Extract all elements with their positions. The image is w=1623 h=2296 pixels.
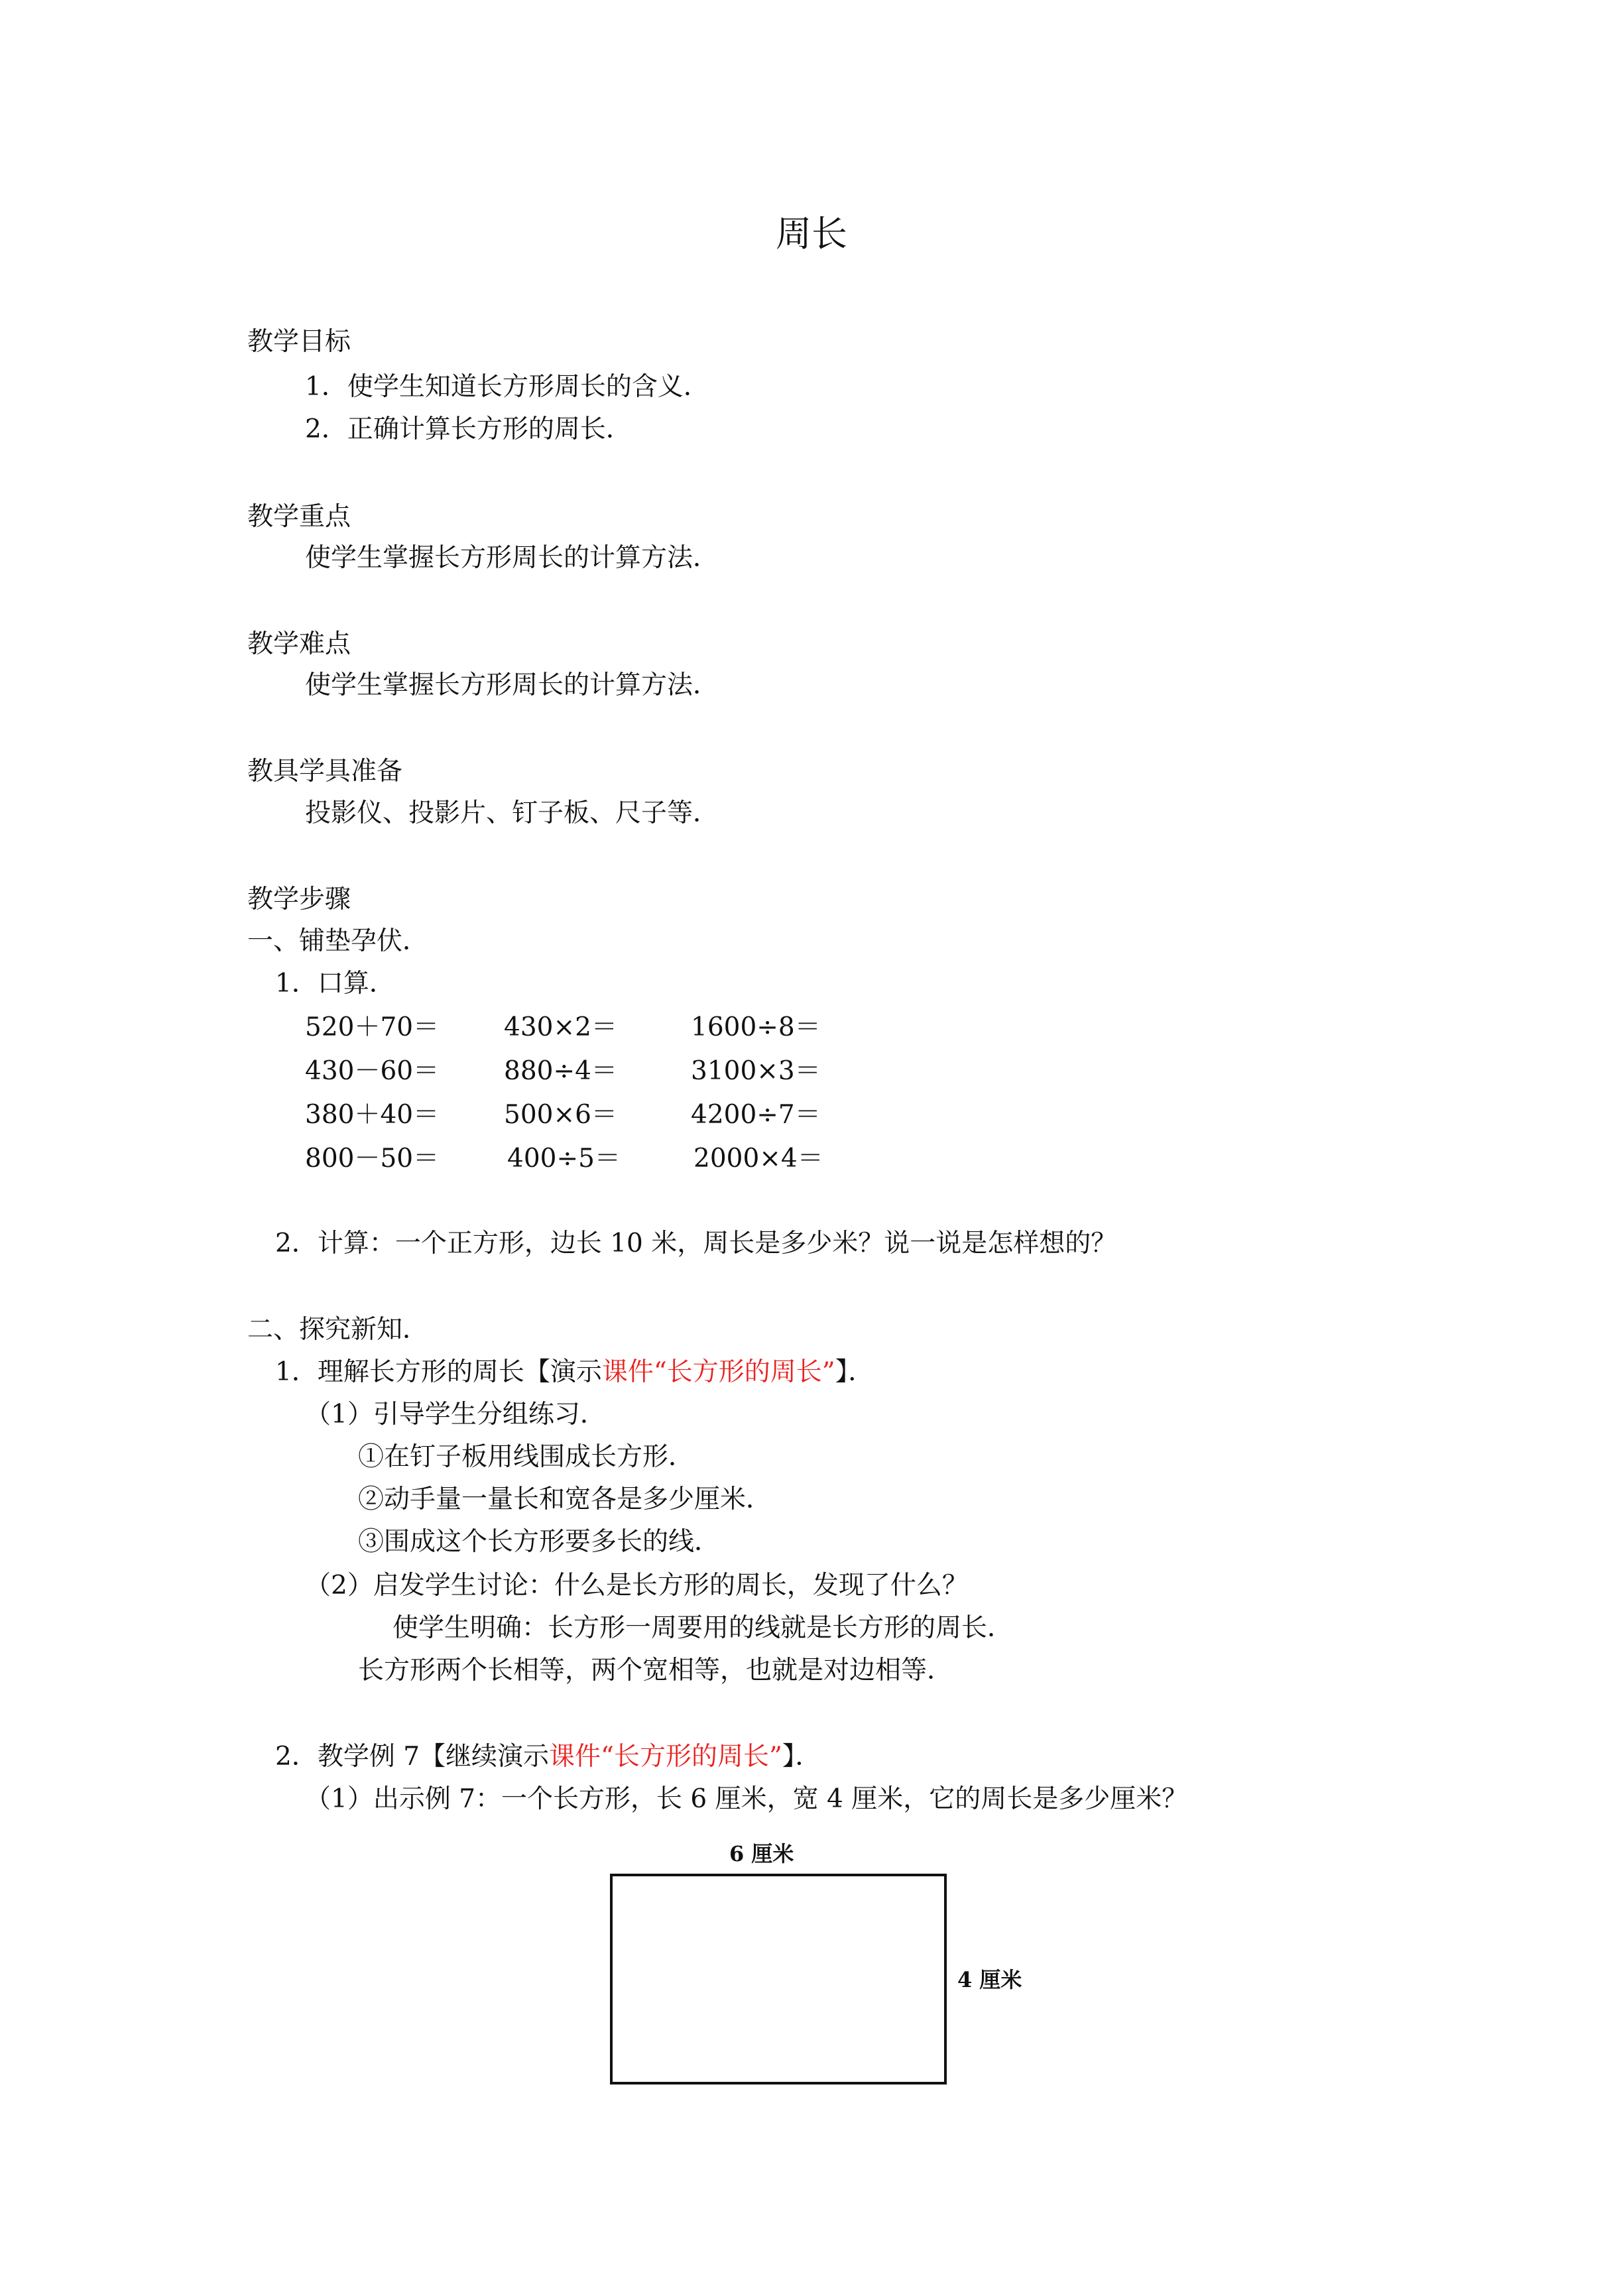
- materials-text: 投影仪、投影片、钉子板、尺子等．: [305, 798, 719, 828]
- key-point-heading: 教学重点: [247, 502, 351, 532]
- oral-cell: 500×6＝: [504, 1100, 617, 1130]
- steps-heading: 教学步骤: [247, 884, 351, 914]
- part2-item1-prefix: 1．理解长方形的周长【演示: [275, 1357, 602, 1387]
- sub2-conclusion-a: 使学生明确：长方形一周要用的线就是长方形的周长．: [392, 1613, 1014, 1643]
- oral-cell: 3100×3＝: [691, 1056, 821, 1086]
- objective-item-2: 2．正确计算长方形的周长．: [305, 414, 632, 444]
- example-7-text: （1）出示例 7：一个长方形，长 6 厘米，宽 4 厘米，它的周长是多少厘米？: [305, 1784, 1188, 1814]
- part1-heading: 一、铺垫孕伏．: [247, 926, 429, 956]
- oral-cell: 1600÷8＝: [691, 1012, 821, 1042]
- key-point-text: 使学生掌握长方形周长的计算方法．: [305, 543, 719, 573]
- oral-cell: 880÷4＝: [504, 1056, 617, 1086]
- oral-cell: 4200÷7＝: [691, 1100, 821, 1130]
- part2-item1-suffix: 】．: [835, 1357, 874, 1387]
- oral-cell: 800－50＝: [305, 1144, 440, 1174]
- part2-item2-suffix: 】．: [782, 1742, 821, 1772]
- sub2-heading: （2）启发学生讨论：什么是长方形的周长，发现了什么？: [305, 1571, 968, 1601]
- oral-cell: 2000×4＝: [693, 1144, 823, 1174]
- sub1-item: ①在钉子板用线围成长方形．: [358, 1442, 695, 1472]
- materials-heading: 教具学具准备: [247, 756, 403, 786]
- oral-cell: 380＋40＝: [305, 1100, 440, 1130]
- part1-item1: 1．口算．: [275, 969, 395, 998]
- difficulty-text: 使学生掌握长方形周长的计算方法．: [305, 670, 719, 700]
- oral-cell: 430－60＝: [305, 1056, 440, 1086]
- sub1-heading: （1）引导学生分组练习．: [305, 1400, 606, 1429]
- oral-cell: 520＋70＝: [305, 1012, 440, 1042]
- part2-item1: [275, 1357, 874, 1388]
- width-label: 4 厘米: [957, 1967, 1022, 1992]
- courseware-link: 课件“长方形的周长”: [601, 1357, 835, 1387]
- objective-item-1: 1．使学生知道长方形周长的含义．: [305, 372, 709, 402]
- sub1-item: ②动手量一量长和宽各是多少厘米．: [358, 1484, 772, 1514]
- part2-item2-prefix: 2．教学例 7【继续演示: [275, 1742, 550, 1772]
- length-label: 6 厘米: [729, 1841, 794, 1866]
- oral-cell: 430×2＝: [504, 1012, 617, 1042]
- sub2-conclusion-b: 长方形两个长相等，两个宽相等，也就是对边相等．: [358, 1656, 953, 1685]
- courseware-link: 课件“长方形的周长”: [549, 1742, 782, 1772]
- objectives-heading: 教学目标: [247, 327, 351, 357]
- sub1-item: ③围成这个长方形要多长的线．: [358, 1527, 721, 1557]
- part2-item2: [275, 1741, 821, 1773]
- difficulty-heading: 教学难点: [247, 629, 351, 659]
- rectangle-figure: [610, 1874, 947, 2085]
- oral-cell: 400÷5＝: [507, 1144, 621, 1174]
- page-title: 周长: [776, 213, 847, 255]
- part2-heading: 二、探究新知．: [247, 1315, 429, 1345]
- part1-item2: 2．计算：一个正方形，边长 10 米，周长是多少米？说一说是怎样想的？: [275, 1229, 1117, 1258]
